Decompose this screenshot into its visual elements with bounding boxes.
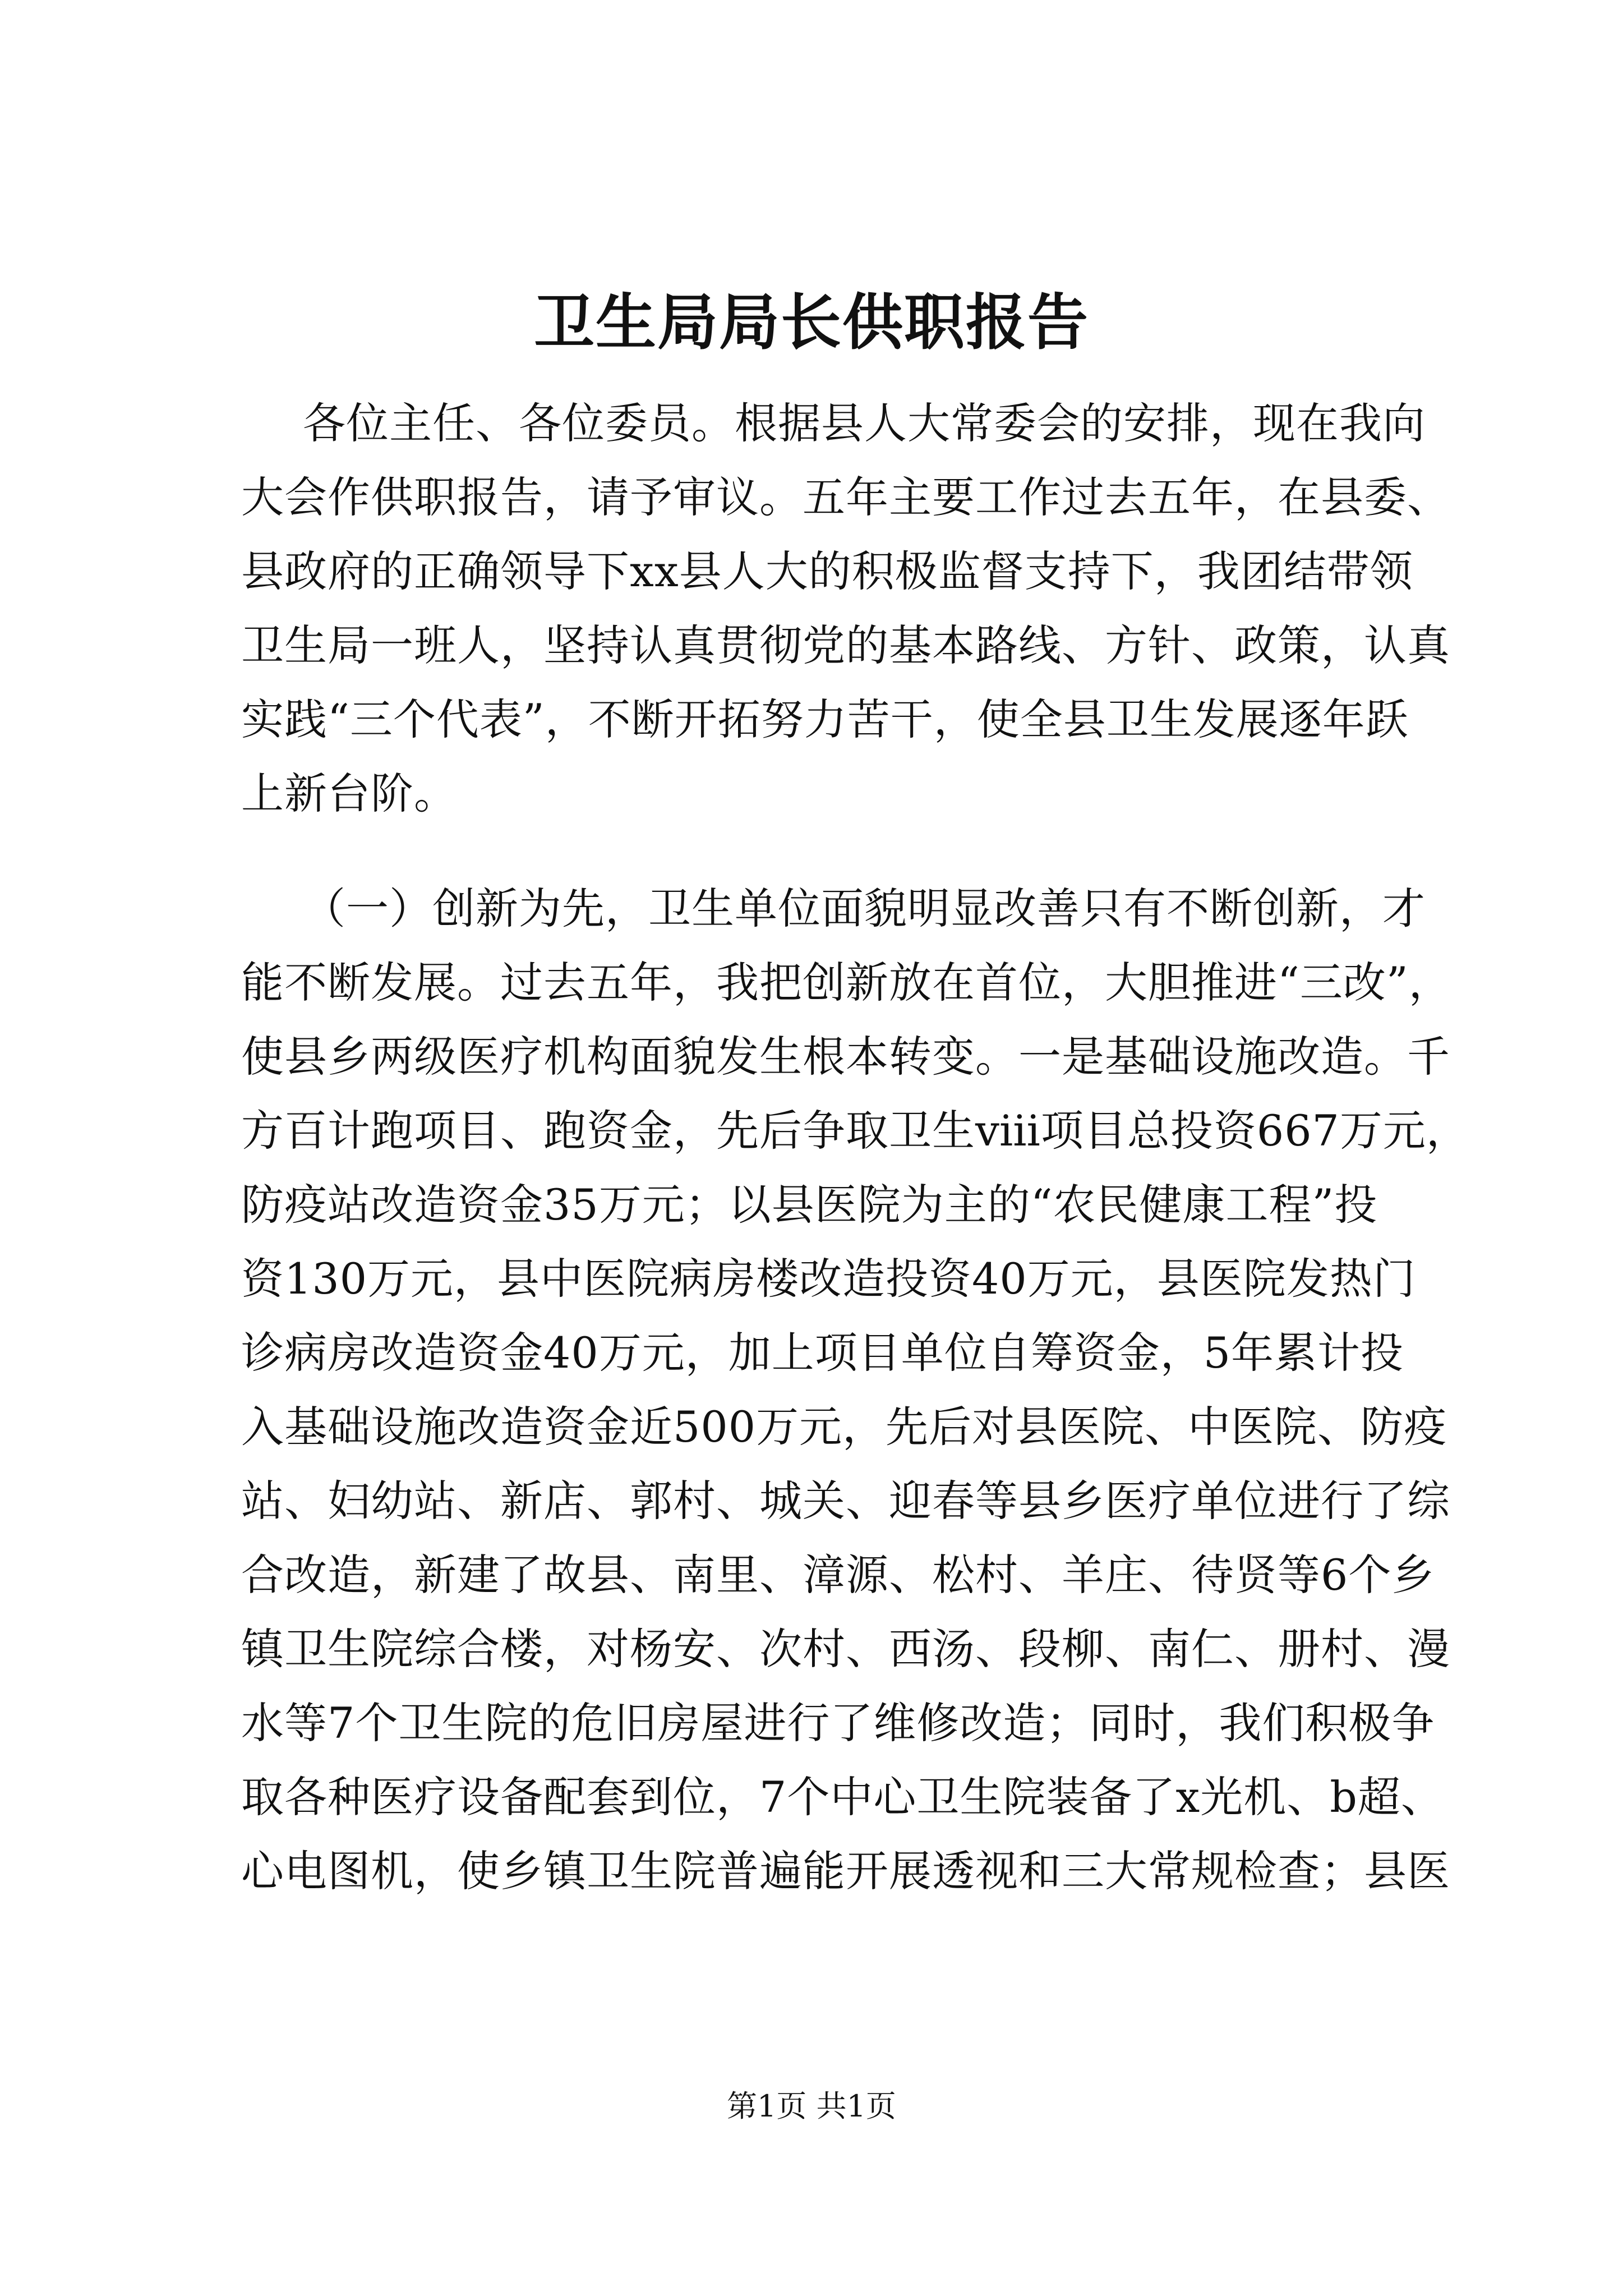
paragraph-line: 能不断发展。过去五年，我把创新放在首位，大胆推进“三改”，	[241, 958, 1452, 1007]
paragraph-line: 镇卫生院综合楼，对杨安、次村、西汤、段柳、南仁、册村、漫	[241, 1624, 1450, 1674]
document-title: 卫生局局长供职报告	[533, 287, 1089, 358]
paragraph-line: 各位主任、各位委员。根据县人大常委会的安排，现在我向	[303, 398, 1426, 448]
paragraph-line: 方百计跑项目、跑资金，先后争取卫生ⅷ项目总投资667万元，	[241, 1106, 1469, 1156]
paragraph-line: 诊病房改造资金40万元，加上项目单位自筹资金，5年累计投	[241, 1328, 1404, 1378]
paragraph-line: 县政府的正确领导下xx县人大的积极监督支持下，我团结带领	[241, 546, 1413, 596]
paragraph-line: 上新台阶。	[241, 769, 457, 818]
paragraph-line: 资130万元，县中医院病房楼改造投资40万元，县医院发热门	[241, 1254, 1416, 1304]
paragraph-line: 卫生局一班人，坚持认真贯彻党的基本路线、方针、政策，认真	[241, 620, 1450, 670]
paragraph-line: 合改造，新建了故县、南里、漳源、松村、羊庄、待贤等6个乡	[241, 1550, 1435, 1600]
paragraph-line: 实践“三个代表”，不断开拓努力苦干，使全县卫生发展逐年跃	[241, 694, 1409, 744]
paragraph-line: 站、妇幼站、新店、郭村、城关、迎春等县乡医疗单位进行了综	[241, 1476, 1450, 1526]
paragraph-line: 防疫站改造资金35万元；以县医院为主的“农民健康工程”投	[241, 1180, 1378, 1230]
paragraph-line: 心电图机，使乡镇卫生院普遍能开展透视和三大常规检查；县医	[241, 1846, 1450, 1896]
paragraph-line: 取各种医疗设备配套到位，7个中心卫生院装备了x光机、b超、	[241, 1772, 1444, 1822]
paragraph-line: 大会作供职报告，请予审议。五年主要工作过去五年，在县委、	[241, 472, 1450, 522]
paragraph-line: 水等7个卫生院的危旧房屋进行了维修改造；同时，我们积极争	[241, 1698, 1435, 1748]
paragraph-line: 入基础设施改造资金近500万元，先后对县医院、中医院、防疫	[241, 1402, 1447, 1452]
paragraph-line: （一）创新为先，卫生单位面貌明显改善只有不断创新，才	[303, 884, 1426, 933]
page-number-footer: 第1页 共1页	[727, 2088, 896, 2124]
paragraph-line: 使县乡两级医疗机构面貌发生根本转变。一是基础设施改造。千	[241, 1032, 1450, 1082]
